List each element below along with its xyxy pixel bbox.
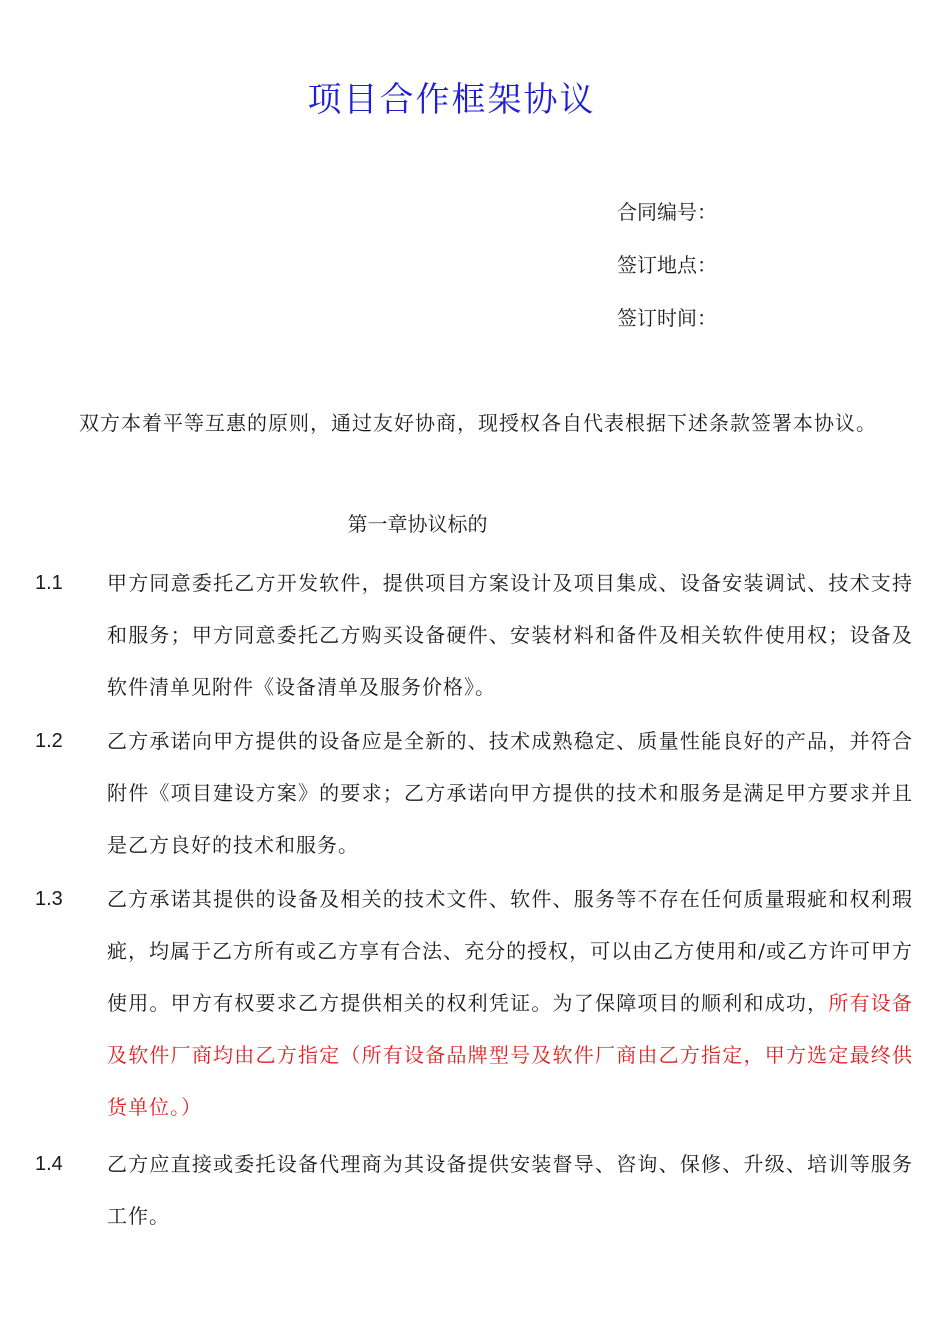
clause-number: 1.2 [35,730,63,752]
clause-1-1 [35,557,915,713]
clause-1-3 [35,873,915,1133]
intro-paragraph: 双方本着平等互惠的原则，通过友好协商，现授权各自代表根据下述条款签署本协议。 [79,411,877,435]
clause-highlight-text: 所有设备及软件厂商均由乙方指定（所有设备品牌型号及软件厂商由乙方指定，甲方选定最终供货单位。） [107,991,914,1119]
signing-time-label: 签订时间： [617,306,717,330]
contract-number-label: 合同编号： [617,200,717,224]
clause-text: 甲方同意委托乙方开发软件，提供项目方案设计及项目集成、设备安装调试、技术支持和服务；甲方同意委托乙方购买设备硬件、安装材料和备件及相关软件使用权；设备及软件清单见附件《设备清单及服务价格》。 [107,571,913,699]
clause-1-2 [35,715,915,871]
clause-text: 乙方承诺其提供的设备及相关的技术文件、软件、服务等不存在任何质量瑕疵和权利瑕疵，均属于乙方所有或乙方享有合法、充分的授权，可以由乙方使用和/或乙方许可甲方使用。甲方有权要求乙方提供相关的权利凭证。为了保障项目的顺利和成功， [107,887,913,1015]
clause-text: 乙方应直接或委托设备代理商为其设备提供安装督导、咨询、保修、升级、培训等服务工作。 [107,1152,913,1228]
chapter-title: 第一章协议标的 [347,512,488,536]
clause-1-4 [35,1138,915,1242]
clause-text-wrapper [107,873,913,1133]
clause-number: 1.4 [35,1153,63,1175]
signing-place-label: 签订地点： [617,253,717,277]
clause-number: 1.3 [35,888,63,910]
clause-number: 1.1 [35,572,63,594]
clause-text: 乙方承诺向甲方提供的设备应是全新的、技术成熟稳定、质量性能良好的产品，并符合附件《项目建设方案》的要求；乙方承诺向甲方提供的技术和服务是满足甲方要求并且是乙方良好的技术和服务。 [107,729,913,857]
document-title: 项目合作框架协议 [307,80,596,120]
